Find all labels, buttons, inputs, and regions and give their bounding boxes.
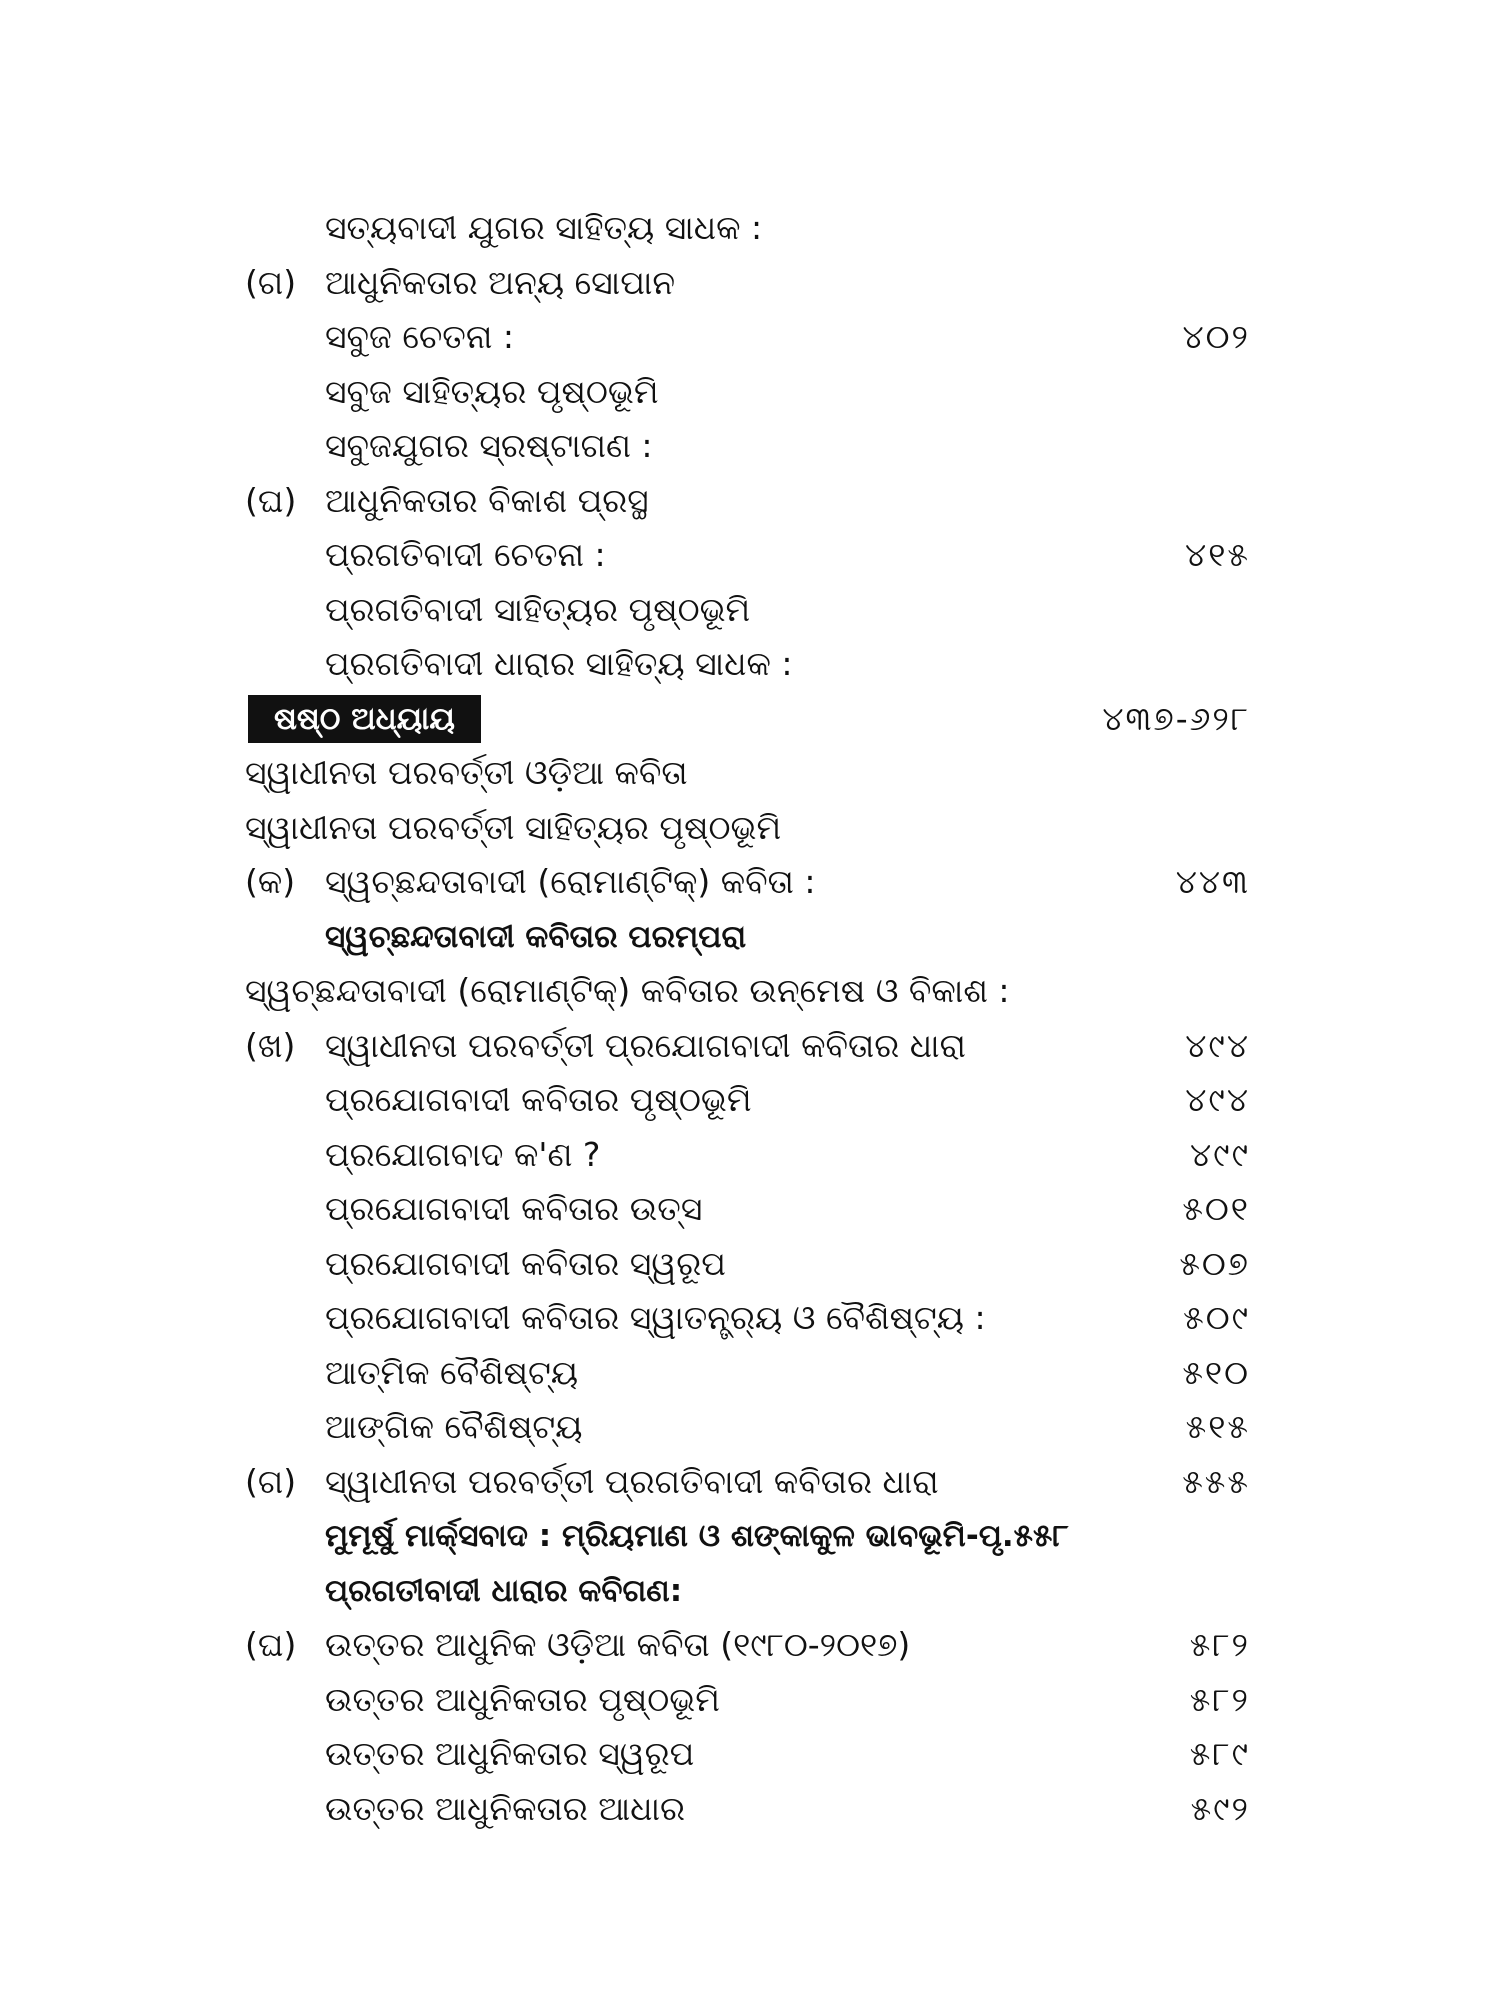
toc-entry — [0, 1672, 1500, 1728]
entry-title: ସବୁଜ ସାହିତ୍ୟର ପୃଷ୍ଠଭୂମି — [325, 371, 659, 411]
toc-entry — [0, 1563, 1500, 1619]
toc-entry — [0, 636, 1500, 692]
toc-entry — [0, 1399, 1500, 1455]
toc-entry — [0, 473, 1500, 529]
page-number: ୫୦୯ — [1183, 1298, 1250, 1337]
section-marker: (ଘ) — [245, 1625, 297, 1664]
page-number: ୫୮୯ — [1189, 1734, 1250, 1773]
entry-title: ପ୍ରଗତିବାଦୀ ସାହିତ୍ୟର ପୃଷ୍ଠଭୂମି — [325, 589, 751, 629]
toc-entry — [0, 800, 1500, 856]
toc-entry — [0, 1508, 1500, 1564]
toc-entry — [0, 1290, 1500, 1346]
toc-entry — [0, 854, 1500, 910]
entry-title: ପ୍ରଯୋଗବାଦୀ କବିତାର ଉତ୍ସ — [325, 1189, 703, 1228]
entry-title: ସ୍ୱଚ୍ଛନ୍ଦତାବାଦୀ କବିତାର ପରମ୍ପରା — [325, 918, 747, 955]
section-marker: (କ) — [245, 862, 296, 901]
toc-entry — [0, 1345, 1500, 1401]
toc-entry — [0, 963, 1500, 1019]
entry-title: ଆଧୁନିକତାର ବିକାଶ ପ୍ରସ୍ଥ — [325, 480, 649, 520]
chapter-title-badge: ଷଷ୍ଠ ଅଧ୍ୟାୟ — [248, 695, 481, 743]
toc-entry — [0, 1181, 1500, 1237]
entry-title: ଆତ୍ମିକ ବୈଶିଷ୍ଟ୍ୟ — [325, 1352, 579, 1392]
page-number: ୪୪୩ — [1175, 862, 1250, 901]
entry-title: ପ୍ରଗତିବାଦୀ ଧାରାର ସାହିତ୍ୟ ସାଧକ : — [325, 644, 793, 683]
entry-title: ସବୁଜ ଚେତନା : — [325, 317, 514, 356]
entry-title: ସ୍ୱଚ୍ଛନ୍ଦତାବାଦୀ (ରୋମାଣ୍ଟିକ୍) କବିତାର ଉନ୍ମେଷ ଓ ବିକାଶ : — [245, 971, 1010, 1010]
page-number: ୫୮୨ — [1189, 1625, 1250, 1664]
toc-entry — [0, 1127, 1500, 1183]
toc-entry — [0, 1617, 1500, 1673]
entry-title: ପ୍ରଯୋଗବାଦୀ କବିତାର ସ୍ୱରୂପ — [325, 1243, 726, 1283]
toc-entry — [0, 200, 1500, 256]
entry-title: ସ୍ୱାଧୀନତା ପରବର୍ତ୍ତୀ ପ୍ରଗତିବାଦୀ କବିତାର ଧାରା — [325, 1461, 939, 1501]
toc-entry — [0, 909, 1500, 965]
entry-title: ଉତ୍ତର ଆଧୁନିକତାର ଆଧାର — [325, 1788, 686, 1828]
page-number: ୫୧୫ — [1185, 1407, 1250, 1446]
toc-entry — [0, 1781, 1500, 1837]
entry-title: ପ୍ରଗତିବାଦୀ ଚେତନା : — [325, 535, 606, 574]
toc-entry — [0, 309, 1500, 365]
toc-entry — [0, 745, 1500, 801]
entry-title: ଆଙ୍ଗିକ ବୈଶିଷ୍ଟ୍ୟ — [325, 1407, 583, 1446]
page-number: ୫୦୧ — [1182, 1189, 1250, 1228]
section-marker: (ଖ) — [245, 1025, 296, 1065]
toc-entry — [0, 1726, 1500, 1782]
page-number: ୪୦୨ — [1182, 317, 1250, 356]
page-number: ୫୫୫ — [1182, 1461, 1250, 1501]
toc-entry — [0, 1072, 1500, 1128]
toc-entry — [0, 1454, 1500, 1510]
toc-entry — [0, 527, 1500, 583]
entry-title: ସତ୍ୟବାଦୀ ଯୁଗର ସାହିତ୍ୟ ସାଧକ : — [325, 208, 763, 247]
toc-entry — [0, 418, 1500, 474]
toc-entry — [0, 1018, 1500, 1074]
toc-entry — [0, 364, 1500, 420]
entry-title: ଉତ୍ତର ଆଧୁନିକତାର ସ୍ୱରୂପ — [325, 1734, 695, 1773]
page-number: ୫୯୨ — [1190, 1788, 1250, 1828]
toc-entry — [0, 255, 1500, 311]
page-number: ୪୯୪ — [1185, 1025, 1250, 1065]
section-marker: (ଘ) — [245, 480, 297, 520]
entry-title: ସ୍ୱାଧୀନତା ପରବର୍ତ୍ତୀ ଓଡ଼ିଆ କବିତା — [245, 753, 688, 792]
chapter-heading-row — [0, 691, 1500, 747]
entry-title: ସ୍ୱଚ୍ଛନ୍ଦତାବାଦୀ (ରୋମାଣ୍ଟିକ୍) କବିତା : — [325, 862, 816, 901]
entry-title: ପ୍ରଯୋଗବାଦୀ କବିତାର ସ୍ୱାତନ୍ତ୍ର୍ୟ ଓ ବୈଶିଷ୍ଟ୍ୟ : — [325, 1298, 986, 1337]
page-number: ୫୮୨ — [1189, 1679, 1250, 1719]
section-marker: (ଗ) — [245, 1461, 297, 1501]
entry-title: ଆଧୁନିକତାର ଅନ୍ୟ ସୋପାନ — [325, 262, 676, 302]
entry-title: ଉତ୍ତର ଆଧୁନିକତାର ପୃଷ୍ଠଭୂମି — [325, 1679, 720, 1719]
page-number: ୪୯୯ — [1190, 1134, 1250, 1174]
page-number: ୪୧୫ — [1185, 535, 1250, 574]
page-number: ୫୧୦ — [1182, 1352, 1250, 1392]
entry-title: ପ୍ରଯୋଗବାଦ କ'ଣ ? — [325, 1134, 601, 1174]
entry-title: ମୁମୂର୍ଷୁ ମାର୍କ୍ସବାଦ : ମ୍ରିୟମାଣ ଓ ଶଙ୍କାକୁଳ ଭାବଭୂମି-ପୃ.୫୫୮ — [325, 1518, 1069, 1554]
page-number: ୫୦୭ — [1179, 1243, 1250, 1283]
entry-title: ସ୍ୱାଧୀନତା ପରବର୍ତ୍ତୀ ସାହିତ୍ୟର ପୃଷ୍ଠଭୂମି — [245, 807, 782, 847]
section-marker: (ଗ) — [245, 262, 297, 302]
entry-title: ସ୍ୱାଧୀନତା ପରବର୍ତ୍ତୀ ପ୍ରଯୋଗବାଦୀ କବିତାର ଧାରା — [325, 1025, 966, 1065]
page-number: ୪୩୭-୬୨୮ — [1102, 698, 1250, 738]
entry-title: ପ୍ରଗତୀବାଦୀ ଧାରାର କବିଗଣ: — [325, 1572, 683, 1609]
entry-title: ପ୍ରଯୋଗବାଦୀ କବିତାର ପୃଷ୍ଠଭୂମି — [325, 1080, 752, 1119]
page-number: ୪୯୪ — [1185, 1080, 1250, 1119]
entry-title: ଉତ୍ତର ଆଧୁନିକ ଓଡ଼ିଆ କବିତା (୧୯୮୦-୨୦୧୭) — [325, 1625, 911, 1664]
toc-entry — [0, 582, 1500, 638]
entry-title: ସବୁଜଯୁଗର ସ୍ରଷ୍ଟାଗଣ : — [325, 426, 653, 465]
toc-entry — [0, 1236, 1500, 1292]
